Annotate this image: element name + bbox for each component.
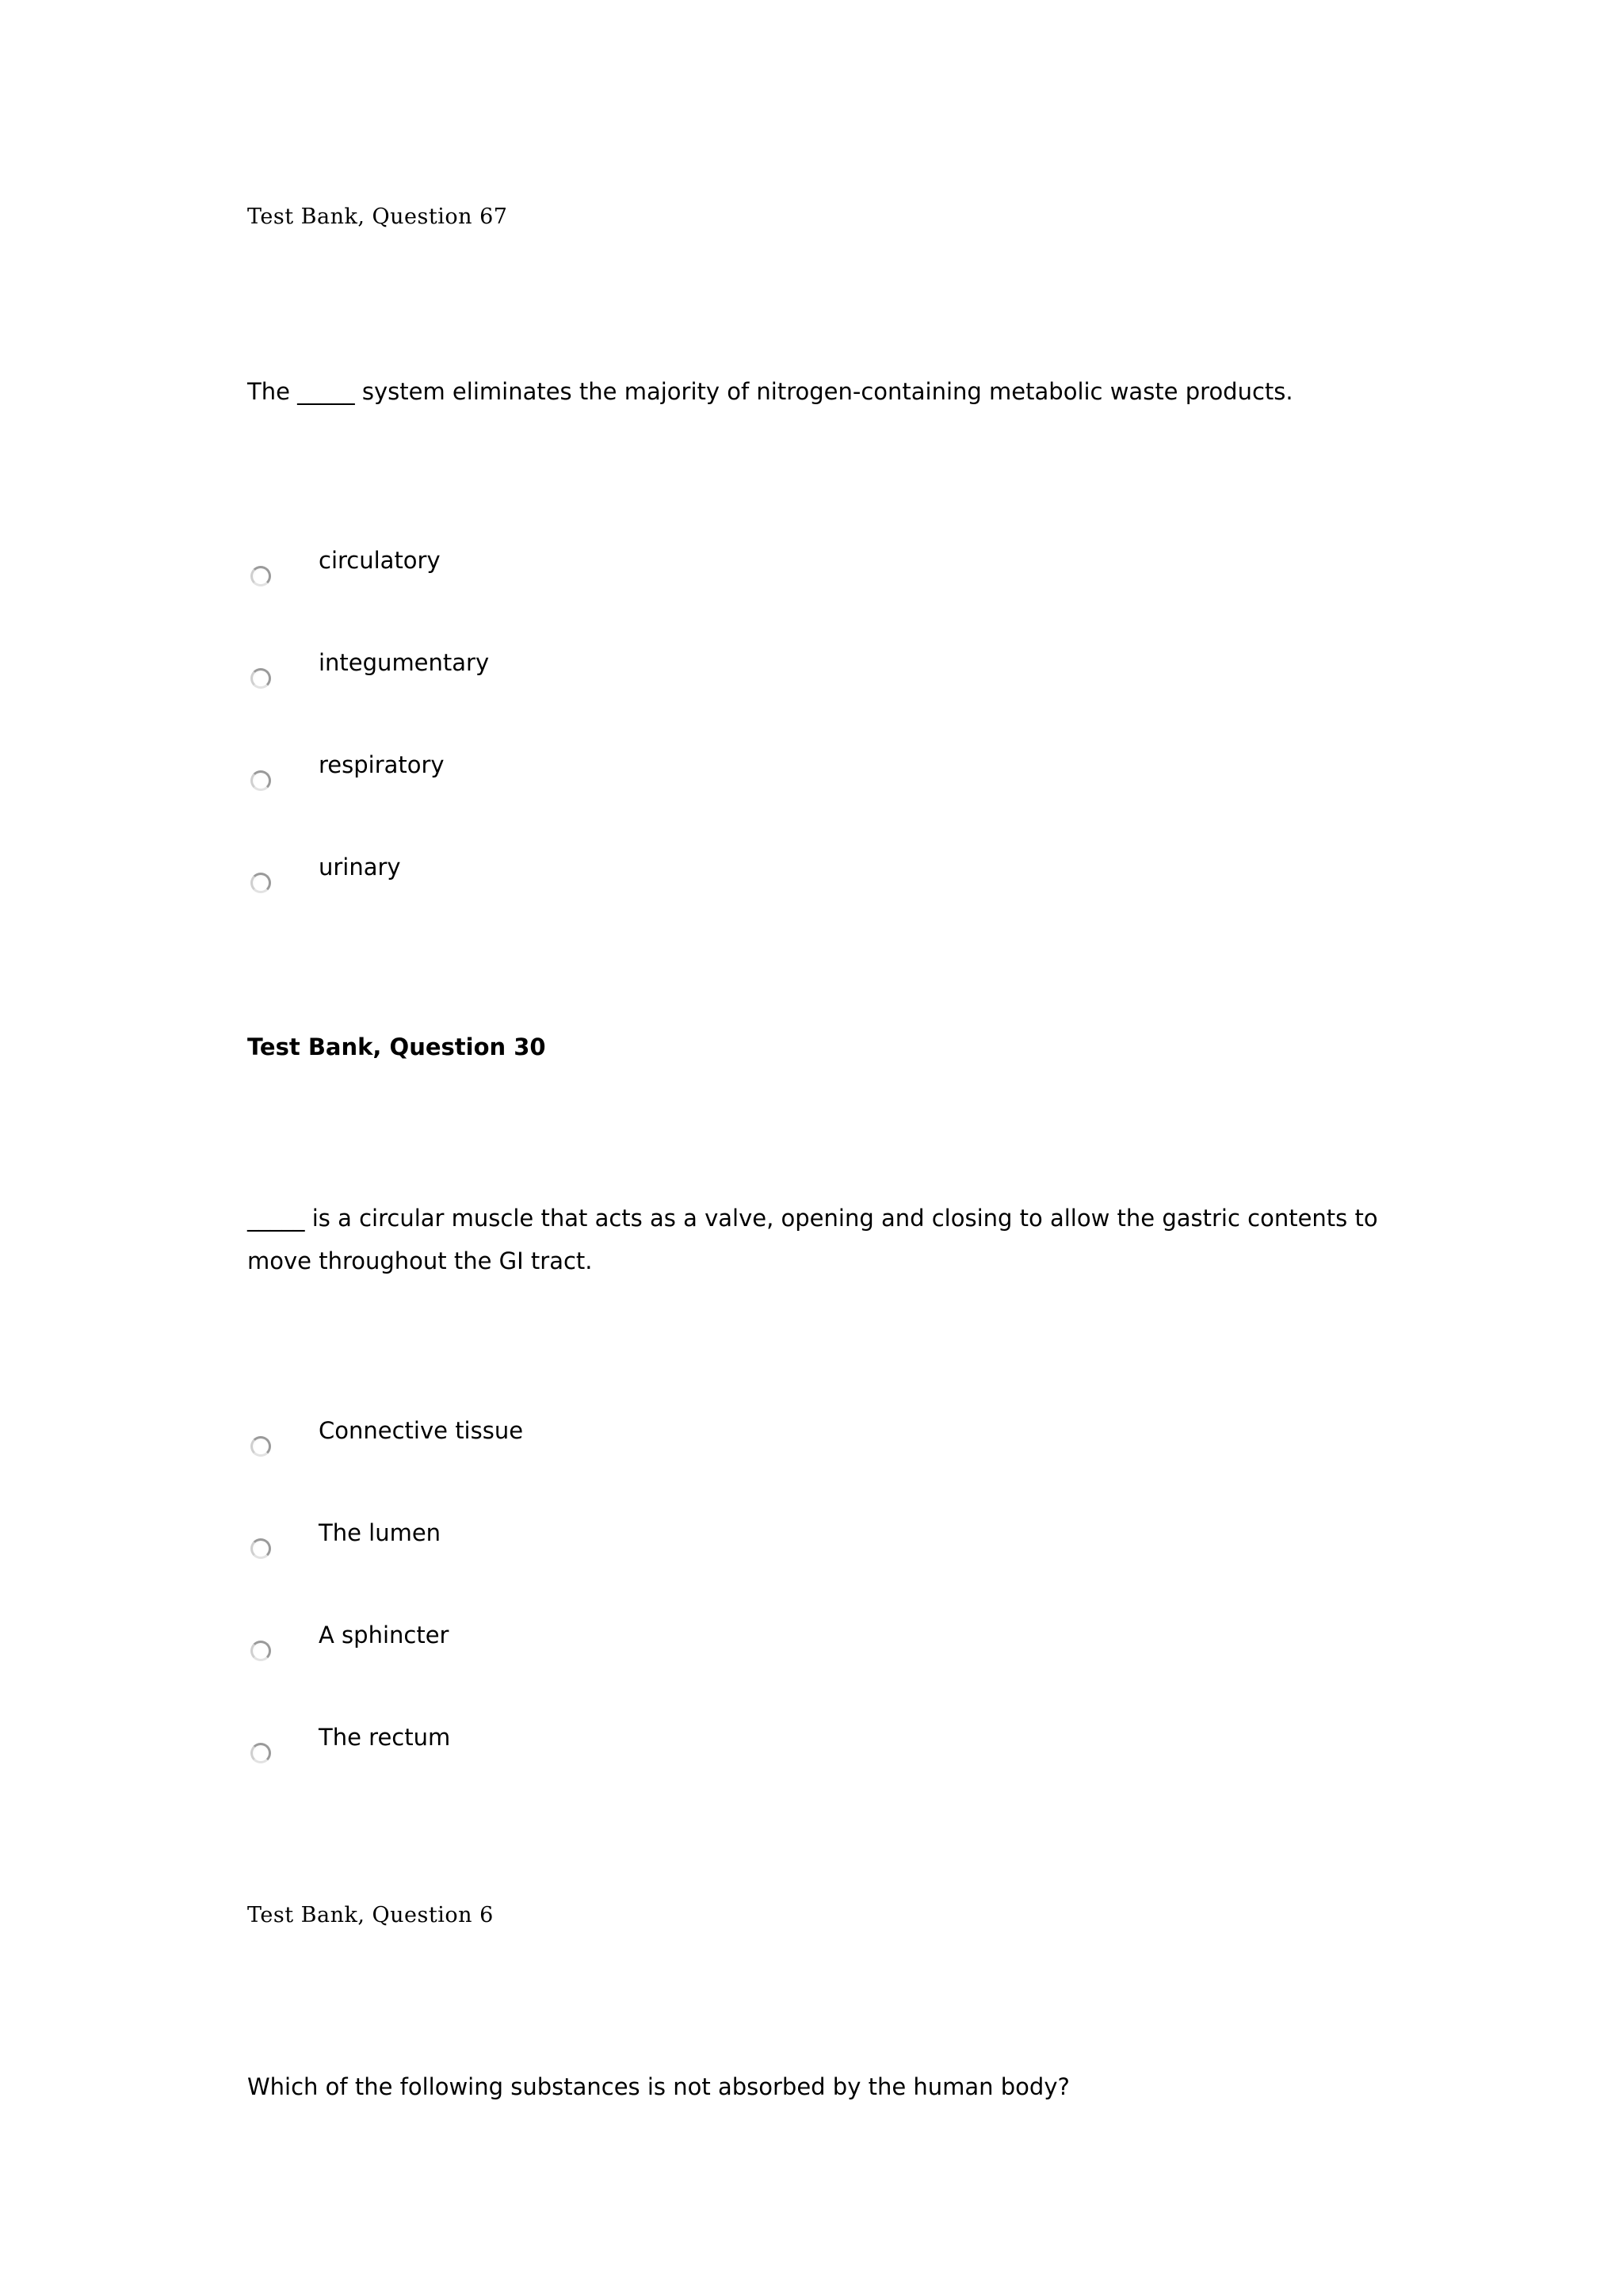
question-6-text: Which of the following substances is not absorbed by the human body? — [247, 2073, 1070, 2100]
radio-button[interactable] — [250, 566, 271, 586]
radio-button[interactable] — [250, 770, 271, 791]
question-67-text: The _____ system eliminates the majority of nitrogen-containing metabolic waste products. — [247, 378, 1293, 405]
radio-button[interactable] — [250, 1538, 271, 1559]
q30-option-the-lumen[interactable] — [247, 1519, 960, 1570]
radio-button[interactable] — [250, 668, 271, 689]
question-67-header: Test Bank, Question 67 — [247, 204, 508, 229]
radio-button[interactable] — [250, 1436, 271, 1457]
question-30-text: _____ is a circular muscle that acts as a valve, opening and closing to allow the gastric contents to move throughout the GI tract. — [247, 1205, 1378, 1274]
q67-option-urinary[interactable] — [247, 854, 960, 904]
radio-button[interactable] — [250, 1641, 271, 1661]
radio-button[interactable] — [250, 873, 271, 893]
option-label: circulatory — [319, 547, 441, 574]
radio-button[interactable] — [250, 1743, 271, 1763]
option-label: Connective tissue — [319, 1417, 524, 1444]
option-label: respiratory — [319, 751, 445, 778]
question-30-header: Test Bank, Question 30 — [247, 1033, 546, 1060]
q30-option-the-rectum[interactable] — [247, 1724, 960, 1775]
option-label: urinary — [319, 854, 401, 881]
q67-option-respiratory[interactable] — [247, 751, 960, 802]
question-6-header: Test Bank, Question 6 — [247, 1903, 494, 1927]
option-label: The rectum — [319, 1724, 451, 1751]
option-label: The lumen — [319, 1519, 441, 1546]
q67-option-integumentary[interactable] — [247, 649, 960, 700]
option-label: A sphincter — [319, 1622, 449, 1648]
q67-option-circulatory[interactable] — [247, 547, 960, 598]
option-label: integumentary — [319, 649, 490, 676]
q30-option-connective-tissue[interactable] — [247, 1417, 960, 1468]
q30-option-a-sphincter[interactable] — [247, 1622, 960, 1672]
